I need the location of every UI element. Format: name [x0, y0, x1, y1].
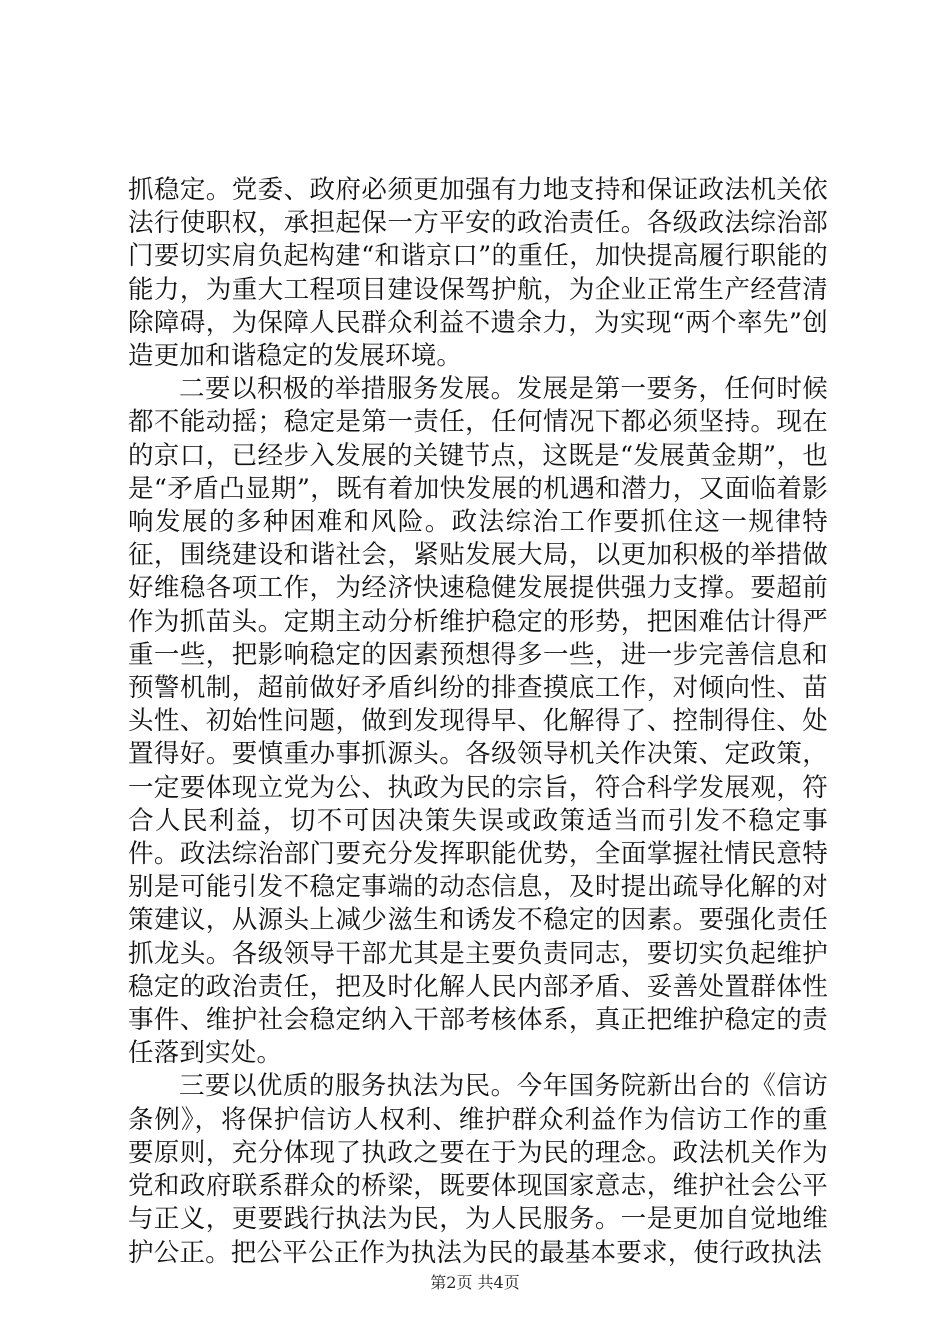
paragraph-service-development: 二要以积极的举措服务发展。发展是第一要务，任何时候都不能动摇；稳定是第一责任，任何情况下都必须坚持。现在的京口，已经步入发展的关键节点，这既是“发展黄金期”，也是“矛盾凸显期”，既有着加快发展的机遇和潜力，又面临着影响发展的多种困难和风险。政法综治工作要抓住这一规律特征，围绕建设和谐社会，紧贴发展大局，以更加积极的举措做好维稳各项工作，为经济快速稳健发展提供强力支撑。要超前作为抓苗头。定期主动分析维护稳定的形势，把困难估计得严重一些，把影响稳定的因素预想得多一些，进一步完善信息和预警机制，超前做好矛盾纠纷的排查摸底工作，对倾向性、苗头性、初始性问题，做到发现得早、化解得了、控制得住、处置得好。要慎重办事抓源头。各级领导机关作决策、定政策，一定要体现立党为公、执政为民的宗旨，符合科学发展观，符合人民利益，切不可因决策失误或政策适当而引发不稳定事件。政法综治部门要充分发挥职能优势，全面掌握社情民意特别是可能引发不稳定事端的动态信息，及时提出疏导化解的对策建议，从源头上减少滋生和诱发不稳定的因素。要强化责任抓龙头。各级领导干部尤其是主要负责同志，要切实负起维护稳定的政治责任，把及时化解人民内部矛盾、妥善处置群体性事件、维护社会稳定纳入干部考核体系，真正把维护稳定的责任落到实处。 [128, 374, 828, 1069]
document-body [128, 174, 828, 1270]
page-footer [0, 1273, 950, 1293]
page-number: 第2页 共4页 [430, 1273, 520, 1292]
paragraph-law-enforcement-for-people: 三要以优质的服务执法为民。今年国务院新出台的《信访条例》，将保护信访人权利、维护群众利益作为信访工作的重要原则，充分体现了执政之要在于为民的理念。政法机关作为党和政府联系群众的桥梁，既要体现国家意志，维护社会公平与正义，更要践行执法为民，为人民服务。一是更加自觉地维护公正。把公平公正作为执法为民的最基本要求，使行政执法 [128, 1071, 828, 1268]
paragraph-continuation: 抓稳定。党委、政府必须更加强有力地支持和保证政法机关依法行使职权，承担起保一方平安的政治责任。各级政法综治部门要切实肩负起构建“和谐京口”的重任，加快提高履行职能的能力，为重大工程项目建设保驾护航，为企业正常生产经营清除障碍，为保障人民群众利益不遗余力，为实现“两个率先”创造更加和谐稳定的发展环境。 [128, 175, 828, 372]
